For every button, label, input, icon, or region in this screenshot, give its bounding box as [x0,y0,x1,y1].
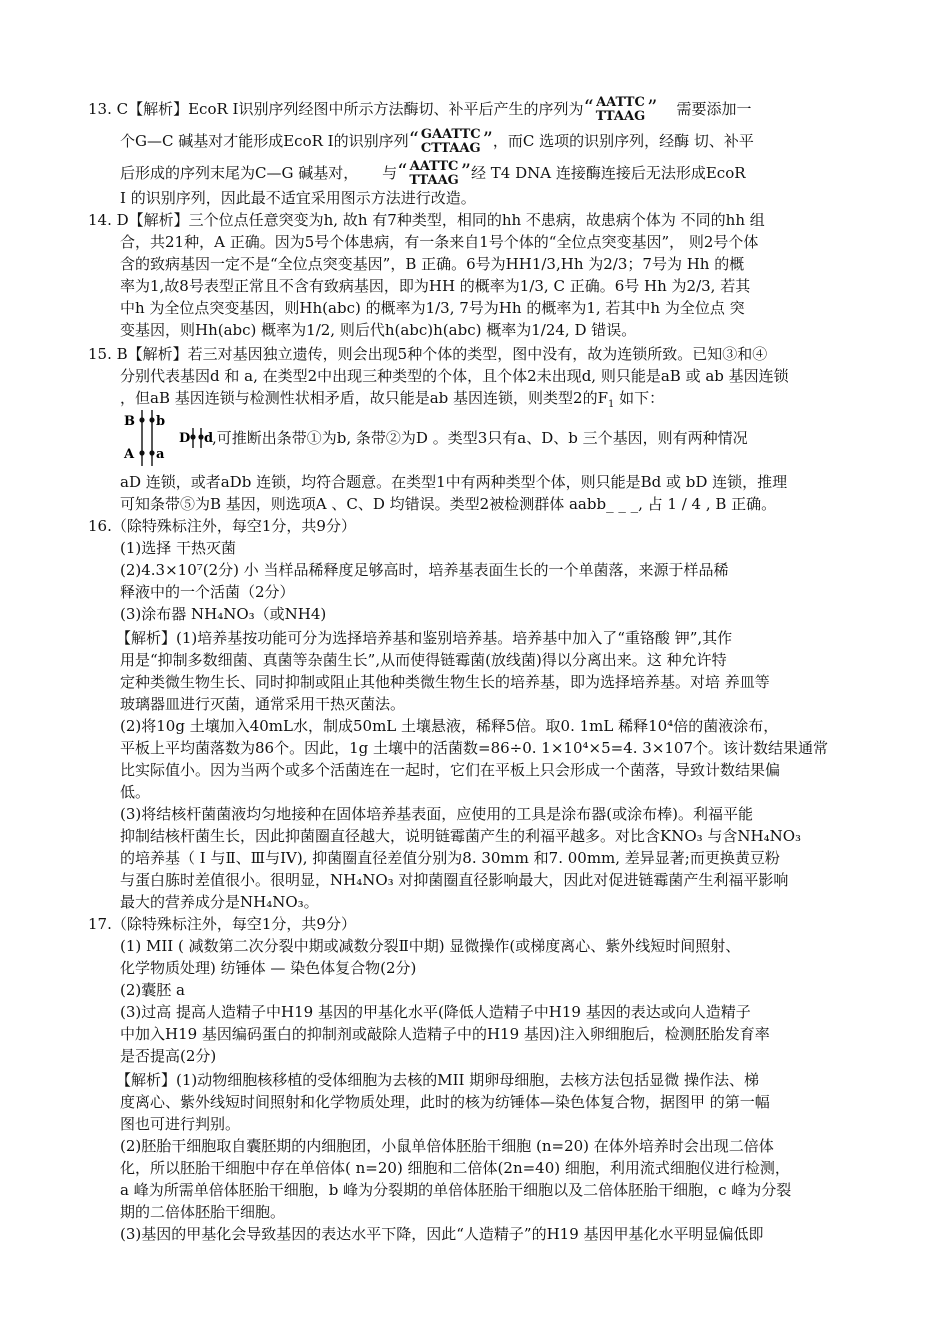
q17-expl1: 【解析】(1)动物细胞核移植的受体细胞为去核的MII 期卵母细胞，去核方法包括显微 操作法、梯 [116,1071,759,1089]
locus-B [139,417,144,422]
q16-expl1: 【解析】(1)培养基按功能可分为选择培养基和鉴别培养基。培养基中加入了“重铬酸 钾”,其作 [116,629,733,647]
q17-heading: 17.（除特殊标注外，每空1分，共9分） [88,915,356,933]
q15-line2: 分别代表基因d 和 a, 在类型2中出现三种类型的个体，且个体2未出现d, 则只能是aB 或 ab 基因连锁 [120,367,789,385]
q14-line5: 中h 为全位点突变基因，则Hh(abc) 的概率为1/3, 7号为Hh 的概率为1, 若其中h 为全位点 突 [120,299,745,317]
locus-A [139,450,144,455]
q15-line3: ，但aB 基因连锁与检测性状相矛盾，故只能是ab 基因连锁，则类型2的$F_1$ 如下： [120,389,665,410]
q16-expl7: 比实际值小。因为当两个或多个活菌连在一起时，它们在平板上只会形成一个菌落，导致计数结果偏 [120,761,781,779]
label-a: a [156,447,165,462]
q16-answer2: (2)4.3×10⁷(2分) 小 当样品稀释度足够高时，培养基表面生长的一个单菌落，来源于样品稀 [120,561,729,579]
q14-line4: 率为1,故8号表型正常且不含有致病基因，即为HH 的概率为1/3, C 正确。6号 Hh 为2/3, 若其 [120,277,751,295]
label-d: d [204,431,214,446]
q16-answer1: (1)选择 干热灭菌 [120,539,237,557]
chromosome-diagram [122,408,212,468]
q17-expl6: a 峰为所需单倍体胚胎干细胞，b 峰为分裂期的单倍体胚胎干细胞以及二倍体胚胎干细胞，c 峰为分裂 [120,1181,792,1199]
q17-expl2: 度离心、紫外线短时间照射和化学物质处理，此时的核为纺锤体—染色体复合物，据图甲 的第一幅 [120,1093,770,1111]
q17-answer3: (3)过高 提高人造精子中H19 基因的甲基化水平(降低人造精子中H19 基因的表达或向人造精子 [120,1003,751,1021]
locus-D [190,434,195,439]
q16-expl4: 玻璃器皿进行灭菌，通常采用干热灭菌法。 [120,695,406,713]
locus-d [198,434,203,439]
q17-expl8: (3)基因的甲基化会导致基因的表达水平下降，因此“人造精子”的H19 基因甲基化水平明显偏低即 [120,1225,764,1243]
q15-line6: 可知条带⑤为B 基因，则选项A 、C、D 均错误。类型2被检测群体 aabb_ _ _, 占 1 / 4 , B 正确。 [120,495,777,513]
q14-line1: 14. D【解析】三个位点任意突变为h, 故h 有7种类型，相同的hh 不患病，故患病个体为 不同的hh 组 [88,211,765,229]
q16-expl5: (2)将10g 土壤加入40mL水，制成50mL 土壤悬液，稀释5倍。取0. 1mL 稀释10⁴倍的菌液涂布， [120,717,779,735]
q14-line6: 变基因，则Hh(abc) 概率为1/2, 则后代h(abc)h(abc) 概率为1/24, D 错误。 [120,321,637,339]
label-B: B [124,414,135,429]
q15-line5: aD 连锁，或者aDb 连锁，均符合题意。在类型1中有两种类型个体，则只能是Bd 或 bD 连锁，推理 [120,473,788,491]
label-D: D [179,431,191,446]
locus-a [149,450,154,455]
locus-b [149,417,154,422]
q17-answer3b: 中加入H19 基因编码蛋白的抑制剂或敲除人造精子中的H19 基因)注入卵细胞后，检测胚胎发育率 [120,1025,770,1043]
q16-answer3: (3)涂布器 NH₄NO₃（或NH4) [120,605,327,623]
q17-expl3: 图也可进行判别。 [120,1115,241,1133]
q17-expl7: 期的二倍体胚胎干细胞。 [120,1203,286,1221]
q17-answer3c: 是否提高(2分) [120,1047,217,1065]
q13-line1: 13. C【解析】EcoR I识别序列经图中所示方法酶切、补平后产生的序列为“ AATTC TTAAG ” 需要添加一 [88,95,752,124]
label-b: b [156,414,166,429]
q15-line4: ,可推断出条带①为b, 条带②为D 。类型3只有a、D、b 三个基因，则有两种情况 [212,429,748,447]
label-A: A [124,447,135,462]
seq-aattc-1: AATTC TTAAG [595,95,646,124]
q17-answer1b: 化学物质处理) 纺锤体 — 染色体复合物(2分) [120,959,417,977]
seq-aattc-2: AATTC TTAAG [409,159,459,188]
q17-answer1: (1) MII ( 减数第二次分裂中期或减数分裂Ⅱ中期) 显微操作(或梯度离心、紫外线短时间照射、 [120,937,741,955]
seq-gaattc: GAATTC CTTAAG [420,127,481,156]
q16-expl11: 的培养基（ I 与Ⅱ、Ⅲ与IV), 抑菌圈直径差值分别为8. 30mm 和7. 00mm, 差异显著;而更换黄豆粉 [120,849,780,867]
q16-expl9: (3)将结核杆菌菌液均匀地接种在固体培养基表面，应使用的工具是涂布器(或涂布棒)。利福平能 [120,805,753,823]
q15-line1: 15. B【解析】若三对基因独立遗传，则会出现5种个体的类型，图中没有，故为连锁所致。已知③和④ [88,345,768,363]
q13-line3: 后形成的序列末尾为C—G 碱基对， 与“ AATTC TTAAG ”经 T4 DNA 连接酶连接后无法形成EcoR [120,159,746,188]
q17-answer2: (2)囊胚 a [120,981,185,999]
q14-line2: 合，共21种，A 正确。因为5号个体患病，有一条来自1号个体的“全位点突变基因”， 则2号个体 [120,233,759,251]
q16-expl12: 与蛋白胨时差值很小。很明显，NH₄NO₃ 对抑菌圈直径影响最大，因此对促进链霉菌产生利福平影响 [120,871,789,889]
q14-line3: 含的致病基因一定不是“全位点突变基因”，B 正确。6号为HH1/3,Hh 为2/3；7号为 Hh 的概 [120,255,745,273]
q13-line2: 个G—C 碱基对才能形成EcoR I的识别序列“ GAATTC CTTAAG ”，而C 选项的识别序列，经酶 切、补平 [120,127,754,156]
q16-expl2: 用是“抑制多数细菌、真菌等杂菌生长”,从而使得链霉菌(放线菌)得以分离出来。这 种允许特 [120,651,727,669]
q16-expl6: 平板上平均菌落数为86个。因此，1g 土壤中的活菌数=86÷0. 1×10⁴×5=4. 3×107个。该计数结果通常 [120,739,829,757]
q13-line4: I 的识别序列，因此最不适宜采用图示方法进行改造。 [120,189,476,207]
q16-expl3: 定种类微生物生长、同时抑制或阻止其他种类微生物生长的培养基，即为选择培养基。对培 养皿等 [120,673,770,691]
q17-expl4: (2)胚胎干细胞取自囊胚期的内细胞团，小鼠单倍体胚胎干细胞 (n=20) 在体外培养时会出现二倍体 [120,1137,774,1155]
q16-answer2b: 释液中的一个活菌（2分） [120,583,295,601]
q16-expl8: 低。 [120,783,151,801]
q16-expl10: 抑制结核杆菌生长，因此抑菌圈直径越大，说明链霉菌产生的利福平越多。对比含KNO₃ 与含NH₄NO₃ [120,827,802,845]
q16-expl13: 最大的营养成分是NH₄NO₃。 [120,893,319,911]
q16-heading: 16.（除特殊标注外，每空1分，共9分） [88,517,356,535]
q17-expl5: 化，所以胚胎干细胞中存在单倍体( n=20) 细胞和二倍体(2n=40) 细胞，利用流式细胞仪进行检测， [120,1159,790,1177]
